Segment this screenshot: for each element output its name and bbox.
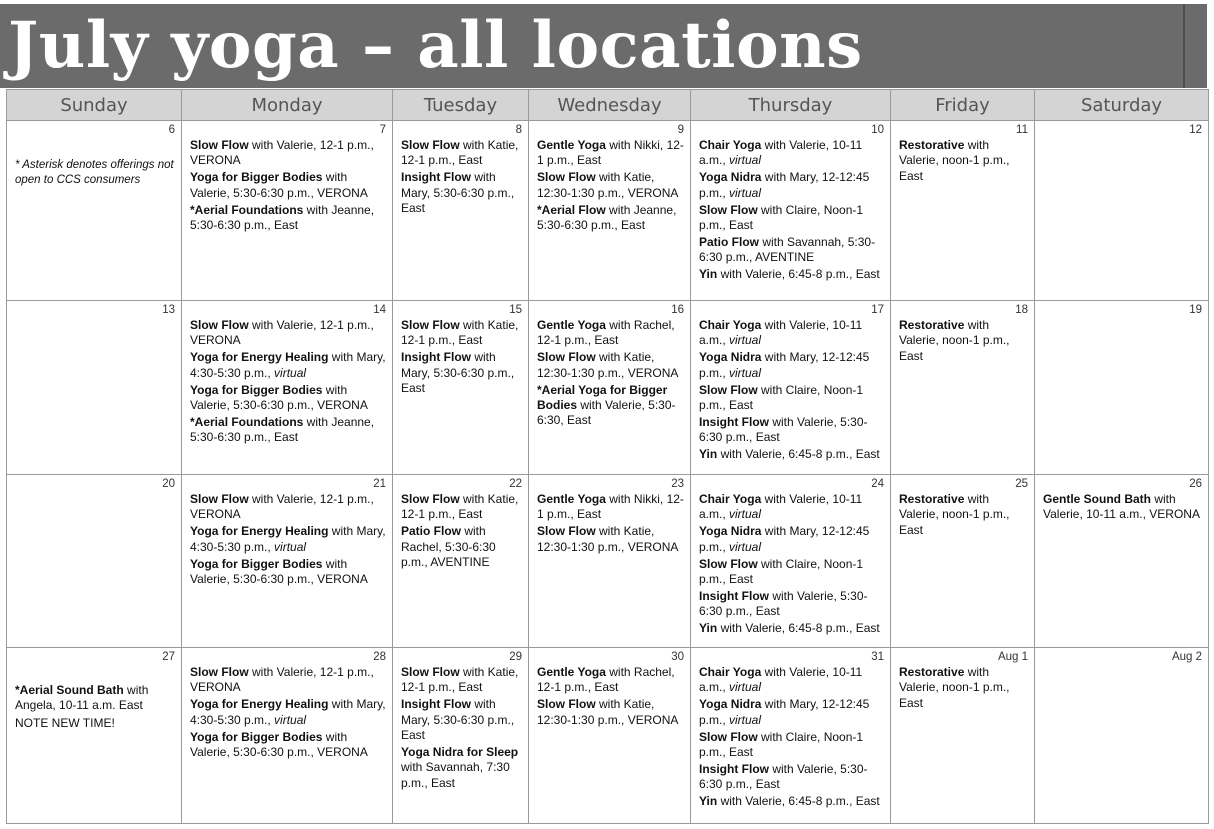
class-name: Yoga Nidra: [699, 350, 762, 365]
class-event: [537, 318, 686, 349]
day-number: 24: [871, 478, 884, 490]
class-event: [190, 697, 388, 728]
class-details: with Mary, 5:30-6:30 p.m., East: [401, 697, 515, 743]
class-name: Yin: [699, 621, 718, 636]
day-cell: [393, 475, 529, 648]
class-details: with Valerie, 5:30-6:30 p.m., East: [699, 588, 868, 619]
class-event: [190, 492, 388, 523]
class-details: with Savannah, 7:30 p.m., East: [401, 760, 510, 790]
class-details: with Nikki, 12-1 p.m., East: [537, 138, 684, 168]
class-event: [699, 318, 886, 349]
class-details: with Katie, 12:30-1:30 p.m., VERONA: [537, 697, 679, 727]
class-event: [15, 683, 177, 714]
day-number: 12: [1189, 124, 1202, 136]
class-event: [190, 350, 388, 381]
day-number: 9: [677, 124, 684, 136]
day-number: 27: [162, 651, 175, 663]
day-cell: [1035, 648, 1209, 824]
class-name: Yoga for Energy Healing: [190, 697, 329, 712]
class-event: [699, 492, 886, 523]
class-details: with Valerie, 12-1 p.m., VERONA: [190, 318, 374, 348]
class-event: [699, 383, 886, 414]
class-details: with Valerie, 6:45-8 p.m., East: [717, 447, 880, 462]
day-number: 21: [373, 478, 386, 490]
banner-divider: [1183, 4, 1185, 88]
class-event: [899, 318, 1030, 364]
class-event: [699, 665, 886, 696]
class-name: Yoga for Bigger Bodies: [190, 382, 323, 397]
class-details: with Claire, Noon-1 p.m., East: [699, 729, 864, 760]
page-title: July yoga – all locations: [8, 8, 863, 83]
class-details: with Rachel, 5:30-6:30 p.m., AVENTINE: [401, 524, 496, 570]
day-number: 6: [168, 124, 175, 136]
day-cell: [393, 301, 529, 475]
day-number: 18: [1015, 304, 1028, 316]
class-event: [401, 665, 524, 696]
class-location-virtual: virtual: [274, 365, 307, 380]
class-name: Slow Flow: [699, 382, 758, 397]
class-name: Gentle Sound Bath: [1043, 492, 1151, 506]
day-number: 28: [373, 651, 386, 663]
class-details: with Mary, 4:30-5:30 p.m.,: [190, 524, 386, 554]
class-name: Slow Flow: [537, 350, 596, 365]
class-location-virtual: virtual: [729, 333, 762, 348]
class-name: Slow Flow: [190, 665, 249, 679]
class-details: with Rachel, 12-1 p.m., East: [537, 665, 675, 695]
class-details: with Angela, 10-11 a.m. East: [15, 683, 149, 713]
class-details: with Katie, 12-1 p.m., East: [401, 318, 519, 348]
class-event: [401, 138, 524, 169]
class-event: [537, 138, 686, 169]
class-name: Slow Flow: [401, 318, 460, 332]
class-name: Yoga Nidra: [699, 697, 762, 712]
day-number: 25: [1015, 478, 1028, 490]
class-name: Chair Yoga: [699, 492, 762, 506]
class-name: Slow Flow: [401, 138, 460, 152]
class-event: [401, 697, 524, 743]
class-name: Yoga Nidra: [699, 524, 762, 539]
class-details: with Mary, 5:30-6:30 p.m., East: [401, 170, 515, 216]
class-details: with Valerie, 6:45-8 p.m., East: [717, 621, 880, 636]
class-event: [190, 665, 388, 696]
day-number: 15: [509, 304, 522, 316]
class-event: [537, 203, 686, 234]
class-event: [699, 203, 886, 234]
class-name: Gentle Yoga: [537, 318, 606, 332]
class-event: [899, 138, 1030, 184]
day-number: 20: [162, 478, 175, 490]
class-details: with Valerie, noon-1 p.m., East: [899, 665, 1010, 710]
class-details: with Claire, Noon-1 p.m., East: [699, 556, 864, 587]
class-name: Insight Flow: [401, 170, 471, 185]
day-cell: [393, 121, 529, 301]
class-name: Yoga for Energy Healing: [190, 524, 329, 539]
weekday-header-tuesday: Tuesday: [393, 90, 529, 121]
day-number: 23: [671, 478, 684, 490]
class-details: with Mary, 4:30-5:30 p.m.,: [190, 697, 386, 727]
class-event: [537, 524, 686, 555]
class-event: [401, 318, 524, 349]
class-event: [699, 557, 886, 588]
class-event: [537, 665, 686, 696]
class-details: with Valerie, 6:45-8 p.m., East: [717, 794, 880, 809]
class-event: [190, 170, 388, 201]
class-details: with Claire, Noon-1 p.m., East: [699, 202, 864, 233]
day-number: 16: [671, 304, 684, 316]
class-event: [537, 697, 686, 728]
class-details: with Valerie, 5:30-6:30 p.m., East: [699, 414, 868, 445]
class-name: Yoga for Bigger Bodies: [190, 556, 323, 571]
day-number: 22: [509, 478, 522, 490]
class-name: Restorative: [899, 492, 965, 506]
class-details: with Katie, 12:30-1:30 p.m., VERONA: [537, 170, 679, 200]
class-details: with Valerie, 5:30-6:30 p.m., VERONA: [190, 382, 368, 413]
day-cell: [1035, 121, 1209, 301]
class-details: with Katie, 12-1 p.m., East: [401, 665, 519, 695]
class-event: [190, 318, 388, 349]
class-details: with Valerie, 6:45-8 p.m., East: [717, 267, 880, 282]
week-row: [7, 301, 1209, 475]
class-name: Restorative: [899, 318, 965, 332]
class-details: with Katie, 12:30-1:30 p.m., VERONA: [537, 524, 679, 554]
class-details: with Mary, 12-12:45 p.m.,: [699, 697, 870, 727]
class-event: [699, 697, 886, 728]
class-details: with Valerie, noon-1 p.m., East: [899, 138, 1010, 183]
day-number: 26: [1189, 478, 1202, 490]
class-name: Slow Flow: [537, 524, 596, 539]
calendar-grid: [6, 89, 1209, 824]
class-name: Slow Flow: [537, 697, 596, 712]
class-name: Chair Yoga: [699, 318, 762, 332]
day-number: 10: [871, 124, 884, 136]
day-cell: [691, 301, 891, 475]
class-details: with Valerie, 12-1 p.m., VERONA: [190, 492, 374, 522]
class-event: [699, 350, 886, 381]
day-number: 14: [373, 304, 386, 316]
class-details: with Valerie, 10-11 a.m.,: [699, 138, 863, 168]
class-details: with Valerie, 5:30-6:30 p.m., VERONA: [190, 729, 368, 760]
day-cell: [529, 475, 691, 648]
day-cell: [891, 648, 1035, 824]
class-details: with Valerie, 12-1 p.m., VERONA: [190, 138, 374, 168]
class-event: [699, 621, 886, 636]
class-name: Insight Flow: [401, 697, 471, 712]
weekday-header-wednesday: Wednesday: [529, 90, 691, 121]
day-cell: [182, 121, 393, 301]
class-location-virtual: virtual: [729, 365, 762, 380]
class-name: Restorative: [899, 665, 965, 679]
class-event: [190, 524, 388, 555]
weekday-header-saturday: Saturday: [1035, 90, 1209, 121]
class-event: [401, 170, 524, 216]
day-cell: [891, 475, 1035, 648]
class-event: [699, 794, 886, 809]
class-details: with Mary, 12-12:45 p.m.,: [699, 350, 870, 380]
class-details: with Valerie, 10-11 a.m.,: [699, 318, 863, 348]
class-name: Patio Flow: [699, 234, 759, 249]
day-cell: [529, 648, 691, 824]
class-location-virtual: virtual: [729, 153, 762, 168]
class-name: Chair Yoga: [699, 665, 762, 679]
class-details: with Valerie, 5:30-6:30, East: [537, 398, 676, 428]
class-event: [190, 138, 388, 169]
class-location-virtual: virtual: [729, 185, 762, 200]
class-details: with Katie, 12:30-1:30 p.m., VERONA: [537, 350, 679, 380]
class-name: *Aerial Yoga for Bigger Bodies: [537, 382, 668, 413]
class-event: [699, 762, 886, 793]
class-details: with Jeanne, 5:30-6:30 p.m., East: [190, 414, 375, 445]
class-details: with Valerie, 5:30-6:30 p.m., VERONA: [190, 170, 368, 200]
class-event: [537, 492, 686, 523]
day-cell: [529, 121, 691, 301]
class-name: Slow Flow: [699, 729, 758, 744]
day-cell: [891, 301, 1035, 475]
class-event: [190, 383, 388, 414]
class-details: with Mary, 12-12:45 p.m.,: [699, 524, 870, 554]
class-details: with Mary, 12-12:45 p.m.,: [699, 170, 870, 200]
class-name: Slow Flow: [699, 556, 758, 571]
class-name: Insight Flow: [401, 350, 471, 365]
week-row: [7, 475, 1209, 648]
day-number: 11: [1016, 124, 1028, 136]
class-event: [699, 730, 886, 761]
day-cell: [691, 121, 891, 301]
time-change-note: NOTE NEW TIME!: [15, 715, 115, 730]
class-name: Slow Flow: [190, 318, 249, 332]
class-name: Insight Flow: [699, 761, 769, 776]
class-event: [190, 203, 388, 234]
class-details: with Valerie, 12-1 p.m., VERONA: [190, 665, 374, 695]
day-cell: [7, 475, 182, 648]
day-number: 30: [671, 651, 684, 663]
weekday-header-monday: Monday: [182, 90, 393, 121]
class-event: [699, 170, 886, 201]
class-name: Yin: [699, 447, 718, 462]
week-row: [7, 121, 1209, 301]
day-cell: [691, 475, 891, 648]
class-name: *Aerial Sound Bath: [15, 683, 124, 697]
class-name: Gentle Yoga: [537, 492, 606, 506]
day-cell: [7, 121, 182, 301]
class-name: Yoga for Energy Healing: [190, 350, 329, 365]
day-number: 17: [871, 304, 884, 316]
day-number: Aug 1: [997, 651, 1028, 663]
day-cell: [182, 648, 393, 824]
weekday-header-sunday: Sunday: [7, 90, 182, 121]
class-location-virtual: virtual: [274, 712, 307, 727]
class-event: [699, 267, 886, 282]
day-cell: [7, 301, 182, 475]
class-name: *Aerial Flow: [537, 202, 606, 217]
day-number: 29: [509, 651, 522, 663]
class-details: with Valerie, 10-11 a.m.,: [699, 492, 863, 522]
class-details: with Claire, Noon-1 p.m., East: [699, 382, 864, 413]
class-details: with Katie, 12-1 p.m., East: [401, 138, 519, 168]
day-cell: [1035, 475, 1209, 648]
weekday-header-row: [7, 90, 1209, 121]
class-name: Slow Flow: [190, 492, 249, 506]
class-details: with Valerie, 5:30-6:30 p.m., VERONA: [190, 556, 368, 587]
class-name: Slow Flow: [401, 492, 460, 506]
class-event: [899, 492, 1030, 538]
class-name: Yin: [699, 794, 718, 809]
class-details: with Savannah, 5:30-6:30 p.m., AVENTINE: [699, 234, 876, 265]
class-name: Yoga for Bigger Bodies: [190, 729, 323, 744]
class-event: [537, 383, 686, 429]
class-event: [699, 415, 886, 446]
class-name: Insight Flow: [699, 414, 769, 429]
day-cell: [393, 648, 529, 824]
day-cell: [529, 301, 691, 475]
class-details: with Jeanne, 5:30-6:30 p.m., East: [190, 202, 375, 233]
class-name: *Aerial Foundations: [190, 414, 304, 429]
class-details: with Valerie, noon-1 p.m., East: [899, 492, 1010, 537]
day-number: Aug 2: [1171, 651, 1202, 663]
class-details: with Valerie, 10-11 a.m., VERONA: [1043, 492, 1200, 522]
class-name: Yoga for Bigger Bodies: [190, 170, 323, 185]
class-location-virtual: virtual: [729, 539, 762, 554]
weekday-header-friday: Friday: [891, 90, 1035, 121]
class-name: Chair Yoga: [699, 138, 762, 152]
class-event: [401, 524, 524, 570]
class-event: [699, 447, 886, 462]
class-event: [401, 745, 524, 791]
class-event: [699, 589, 886, 620]
class-details: with Mary, 4:30-5:30 p.m.,: [190, 350, 386, 380]
class-details: with Jeanne, 5:30-6:30 p.m., East: [537, 202, 677, 233]
day-number: 13: [162, 304, 175, 316]
day-cell: [182, 475, 393, 648]
class-details: with Katie, 12-1 p.m., East: [401, 492, 519, 522]
class-name: Yoga Nidra for Sleep: [401, 745, 519, 760]
day-number: 7: [379, 124, 386, 136]
day-number: 31: [871, 651, 884, 663]
day-cell: [1035, 301, 1209, 475]
class-name: Slow Flow: [401, 665, 460, 679]
class-event: [401, 350, 524, 396]
class-name: Slow Flow: [190, 138, 249, 152]
class-name: Insight Flow: [699, 588, 769, 603]
class-event: [699, 235, 886, 266]
class-location-virtual: virtual: [274, 539, 307, 554]
class-event: [699, 138, 886, 169]
class-event: [699, 524, 886, 555]
class-name: *Aerial Foundations: [190, 202, 304, 217]
asterisk-note: * Asterisk denotes offerings not open to CCS consumers: [15, 159, 174, 186]
day-number: 19: [1189, 304, 1202, 316]
class-event: [190, 557, 388, 588]
week-row: [7, 648, 1209, 824]
day-cell: [891, 121, 1035, 301]
class-details: with Valerie, 10-11 a.m.,: [699, 665, 863, 695]
day-cell: [7, 648, 182, 824]
class-details: with Nikki, 12-1 p.m., East: [537, 492, 684, 522]
class-event: [401, 492, 524, 523]
class-details: with Mary, 5:30-6:30 p.m., East: [401, 350, 515, 396]
class-location-virtual: virtual: [729, 507, 762, 522]
class-details: with Rachel, 12-1 p.m., East: [537, 318, 675, 348]
class-location-virtual: virtual: [729, 680, 762, 695]
class-details: with Valerie, noon-1 p.m., East: [899, 318, 1010, 363]
day-cell: [691, 648, 891, 824]
class-location-virtual: virtual: [729, 712, 762, 727]
class-name: Gentle Yoga: [537, 665, 606, 679]
class-name: Slow Flow: [537, 170, 596, 185]
class-name: Patio Flow: [401, 524, 461, 539]
class-event: [537, 350, 686, 381]
class-name: Gentle Yoga: [537, 138, 606, 152]
class-name: Restorative: [899, 138, 965, 152]
day-number: 8: [515, 124, 522, 136]
class-details: with Valerie, 5:30-6:30 p.m., East: [699, 761, 868, 792]
class-event: [190, 415, 388, 446]
class-event: [537, 170, 686, 201]
class-name: Slow Flow: [699, 202, 758, 217]
class-name: Yin: [699, 267, 718, 282]
class-name: Yoga Nidra: [699, 170, 762, 185]
class-event: [1043, 492, 1204, 523]
class-event: [190, 730, 388, 761]
day-cell: [182, 301, 393, 475]
weekday-header-thursday: Thursday: [691, 90, 891, 121]
class-event: [899, 665, 1030, 711]
